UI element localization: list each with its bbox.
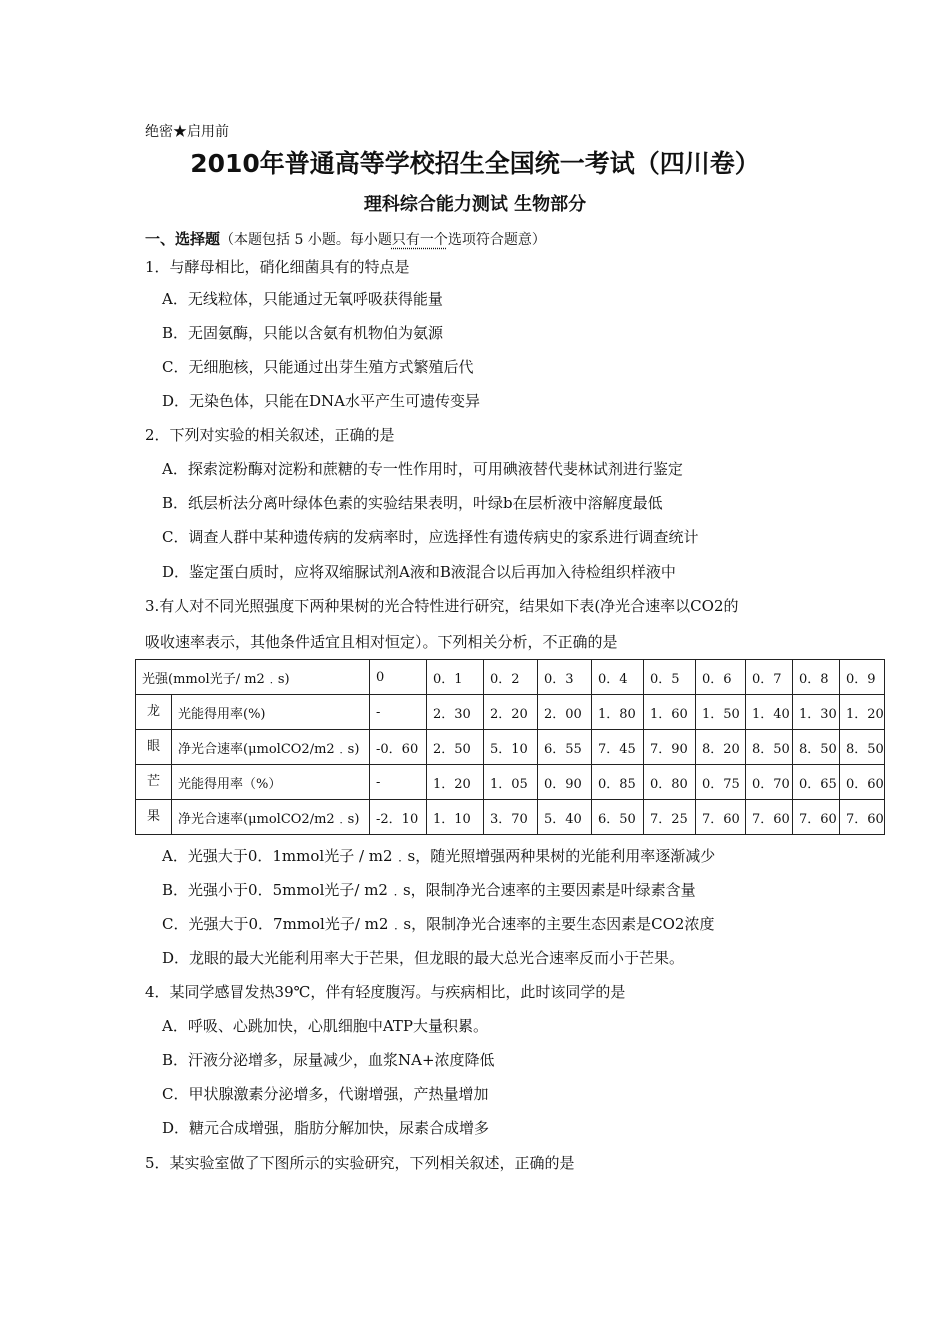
table-cell: 0．6	[696, 660, 746, 695]
table-row	[136, 695, 885, 730]
section-note-suffix: 选项符合题意）	[447, 232, 546, 248]
question-4-option-c: C．甲状腺激素分泌增多，代谢增强，产热量增加	[162, 1085, 489, 1103]
table-cell: 2．20	[484, 695, 538, 730]
question-3-option-a: A．光强大于0．1mmol光子 / m2﹒s，随光照增强两种果树的光能利用率逐渐减少	[162, 847, 716, 865]
question-2-option-b: B．纸层析法分离叶绿体色素的实验结果表明，叶绿b在层析液中溶解度最低	[162, 494, 663, 512]
row-label: 净光合速率(μmolCO2/m2﹒s)	[172, 730, 370, 765]
table-cell: 0．3	[538, 660, 592, 695]
longan-label-char1: 龙	[136, 695, 172, 730]
section-note-emphasis: 只有一个	[391, 232, 448, 248]
question-4-option-b: B．汗液分泌增多，尿量减少，血浆NA+浓度降低	[162, 1051, 495, 1069]
table-cell: 2．50	[427, 730, 484, 765]
section-heading: 一、选择题	[145, 230, 221, 248]
table-cell: 1．50	[696, 695, 746, 730]
question-4-stem: 4．某同学感冒发热39℃，伴有轻度腹泻。与疾病相比，此时该同学的是	[145, 983, 626, 1001]
table-cell: 0．9	[840, 660, 885, 695]
table-cell: 1．05	[484, 765, 538, 800]
table-cell: 7．60	[696, 800, 746, 835]
question-1-stem: 1．与酵母相比，硝化细菌具有的特点是	[145, 258, 410, 276]
table-cell: 0．7	[746, 660, 793, 695]
table-cell: 2．00	[538, 695, 592, 730]
section-note-prefix: （本题包括 5 小题。每小题	[220, 232, 392, 248]
table-cell: 7．45	[592, 730, 644, 765]
table-cell: 1．40	[746, 695, 793, 730]
table-cell: 1．30	[793, 695, 840, 730]
table-cell: 2．30	[427, 695, 484, 730]
question-2-option-d: D．鉴定蛋白质时，应将双缩脲试剂A液和B液混合以后再加入待检组织样液中	[162, 563, 676, 581]
table-cell: 3．70	[484, 800, 538, 835]
table-cell: 8．20	[696, 730, 746, 765]
table-cell: 1．60	[644, 695, 696, 730]
table-cell: 0．65	[793, 765, 840, 800]
table-cell: 0．4	[592, 660, 644, 695]
table-cell: 6．55	[538, 730, 592, 765]
table-cell: 1．80	[592, 695, 644, 730]
table-cell: 8．50	[793, 730, 840, 765]
table-cell: 7．90	[644, 730, 696, 765]
table-cell: 1．10	[427, 800, 484, 835]
question-3-option-b: B．光强小于0．5mmol光子/ m2﹒s，限制净光合速率的主要因素是叶绿素含量	[162, 881, 696, 899]
row-label: 光能得用率(%)	[172, 695, 370, 730]
mango-label-char1: 芒	[136, 765, 172, 800]
table-cell: -	[370, 765, 427, 800]
question-3-stem-line1: 3.有人对不同光照强度下两种果树的光合特性进行研究，结果如下表(净光合速率以CO2的	[145, 597, 739, 615]
table-cell: 1．20	[427, 765, 484, 800]
table-cell: 5．40	[538, 800, 592, 835]
table-row	[136, 800, 885, 835]
table-cell: 0	[370, 660, 427, 695]
table-cell: 0．70	[746, 765, 793, 800]
table-header-row	[136, 660, 885, 695]
table-cell: 0．90	[538, 765, 592, 800]
table-cell: 0．85	[592, 765, 644, 800]
table-cell: 0．80	[644, 765, 696, 800]
table-cell: 1．20	[840, 695, 885, 730]
table-cell: 0．2	[484, 660, 538, 695]
table-cell: 8．50	[840, 730, 885, 765]
exam-title: 2010年普通高等学校招生全国统一考试（四川卷）	[190, 149, 760, 178]
header-light-label: 光强(mmol光子/ m2﹒s)	[136, 660, 370, 695]
table-cell: 7．25	[644, 800, 696, 835]
table-cell: 0．60	[840, 765, 885, 800]
question-1-option-b: B．无固氨酶，只能以含氨有机物伯为氨源	[162, 324, 444, 342]
row-label: 净光合速率(μmolCO2/m2﹒s)	[172, 800, 370, 835]
table-cell: 7．60	[793, 800, 840, 835]
question-3-stem-line2: 吸收速率表示，其他条件适宜且相对恒定）。下列相关分析，不正确的是	[145, 633, 618, 651]
table-cell: -0．60	[370, 730, 427, 765]
question-2-option-a: A．探索淀粉酶对淀粉和蔗糖的专一性作用时，可用碘液替代斐林试剂进行鉴定	[162, 460, 683, 478]
table-cell: 7．60	[746, 800, 793, 835]
table-cell: 0．1	[427, 660, 484, 695]
longan-label-char2: 眼	[136, 730, 172, 765]
question-3-option-c: C．光强大于0．7mmol光子/ m2﹒s，限制净光合速率的主要生态因素是CO2浓度	[162, 915, 715, 933]
question-1-option-a: A．无线粒体，只能通过无氧呼吸获得能量	[162, 290, 443, 308]
question-2-option-c: C．调查人群中某种遗传病的发病率时，应选择性有遗传病史的家系进行调查统计	[162, 528, 699, 546]
question-4-option-a: A．呼吸、心跳加快，心肌细胞中ATP大量积累。	[162, 1017, 488, 1035]
question-3-option-d: D．龙眼的最大光能利用率大于芒果，但龙眼的最大总光合速率反而小于芒果。	[162, 949, 685, 967]
secret-label: 绝密★启用前	[145, 124, 229, 140]
question-1-option-d: D．无染色体，只能在DNA水平产生可遗传变异	[162, 392, 481, 410]
question-1-option-c: C．无细胞核，只能通过出芽生殖方式繁殖后代	[162, 358, 474, 376]
table-cell: 0．5	[644, 660, 696, 695]
photosynthesis-data-table	[135, 659, 885, 835]
table-cell: 7．60	[840, 800, 885, 835]
mango-label-char2: 果	[136, 800, 172, 835]
table-cell: 0．8	[793, 660, 840, 695]
table-row	[136, 765, 885, 800]
table-cell: -2．10	[370, 800, 427, 835]
table-cell: 5．10	[484, 730, 538, 765]
table-cell: 0．75	[696, 765, 746, 800]
exam-subtitle: 理科综合能力测试 生物部分	[363, 194, 587, 215]
table-row	[136, 730, 885, 765]
section-heading-line	[145, 229, 546, 250]
table-cell: -	[370, 695, 427, 730]
question-4-option-d: D．糖元合成增强，脂肪分解加快，尿素合成增多	[162, 1119, 490, 1137]
question-5-stem: 5．某实验室做了下图所示的实验研究，下列相关叙述，正确的是	[145, 1154, 575, 1172]
row-label: 光能得用率（%）	[172, 765, 370, 800]
table-cell: 8．50	[746, 730, 793, 765]
table-cell: 6．50	[592, 800, 644, 835]
question-2-stem: 2．下列对实验的相关叙述，正确的是	[145, 426, 395, 444]
